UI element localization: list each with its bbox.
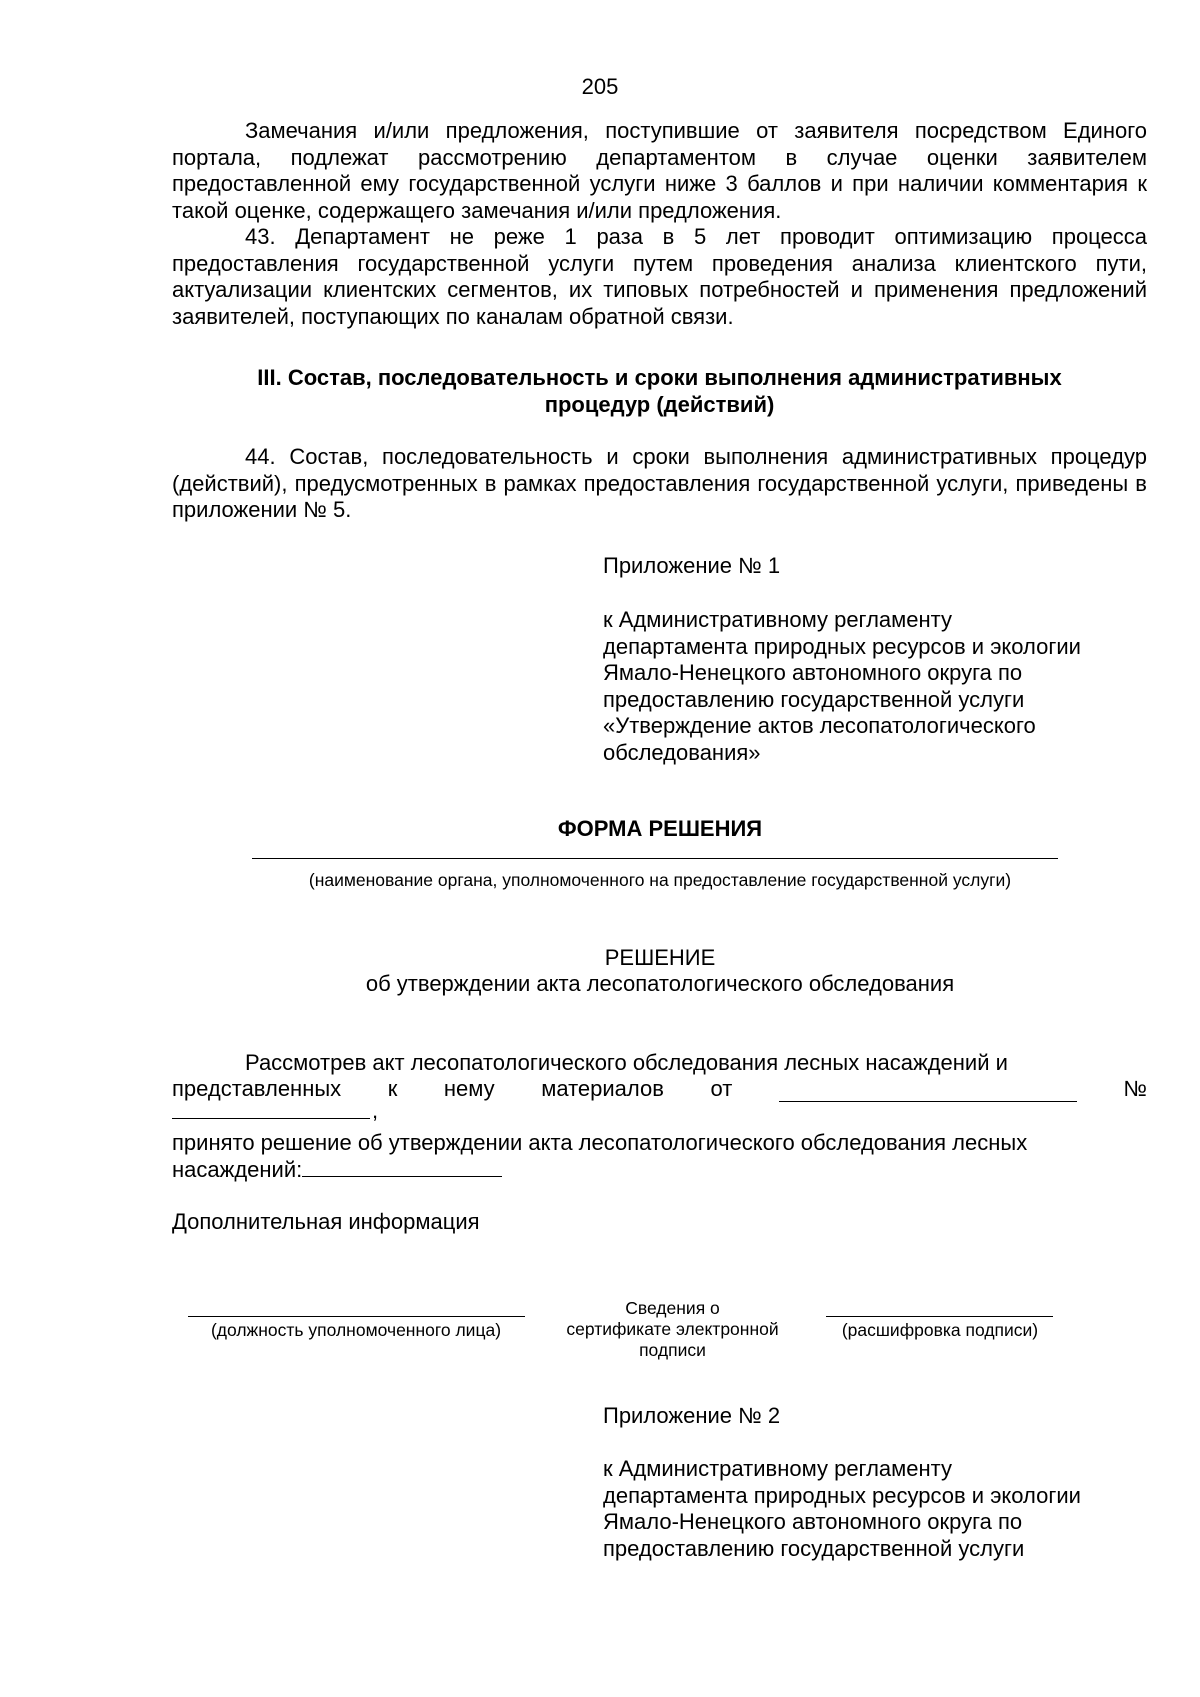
additional-info: Дополнительная информация — [172, 1209, 480, 1234]
body-word: материалов — [541, 1076, 664, 1101]
authority-name-line — [252, 848, 1058, 859]
certificate-line1: Сведения о — [625, 1298, 720, 1318]
appendix-1-line: «Утверждение актов лесопатологического — [603, 713, 1036, 738]
comma: , — [372, 1098, 379, 1123]
decision-title: РЕШЕНИЕ — [604, 945, 716, 970]
appendix-1-block — [603, 607, 1163, 766]
appendix-2-line: департамента природных ресурсов и экологии — [603, 1482, 1081, 1508]
number-sign: № — [1123, 1076, 1147, 1101]
appendix-2-line: предоставлению государственной услуги — [603, 1535, 1025, 1561]
certificate-line3: подписи — [639, 1340, 706, 1360]
body-word: нему — [443, 1076, 495, 1101]
body-word: от — [710, 1076, 733, 1101]
section-heading-line2: процедур (действий) — [544, 391, 775, 417]
body-word: представленных — [172, 1076, 342, 1101]
position-line — [188, 1306, 525, 1317]
paragraph-44: 44. Состав, последовательность и сроки выполнения административных процедур (действий), предусмотренных в рамках предоставления государственной услуги, приведены в приложении № 5. — [172, 444, 1147, 522]
appendix-1-line: департамента природных ресурсов и экологии — [603, 633, 1081, 659]
body-line5-text: насаждений: — [172, 1157, 303, 1182]
position-caption: (должность уполномоченного лица) — [210, 1320, 502, 1340]
appendix-1-line: предоставлению государственной услуги — [603, 686, 1025, 712]
body-line5 — [172, 1156, 502, 1184]
date-blank-line — [779, 1079, 1077, 1102]
decoding-caption: (расшифровка подписи) — [841, 1320, 1039, 1340]
body-line4: принято решение об утверждении акта лесопатологического обследования лесных — [172, 1130, 1028, 1155]
appendix-1-line: к Административному регламенту — [603, 607, 953, 632]
section-heading — [172, 365, 1147, 418]
page-number: 205 — [581, 74, 619, 99]
intro-paragraph: Замечания и/или предложения, поступившие от заявителя посредством Единого портала, подлежат рассмотрению департаментом в случае оценки заявителем предоставленной ему государственной услуги ниже 3 баллов и при наличии комментария к такой оценке, содержащего замечания и/или предложения. — [172, 118, 1147, 223]
decision-subtitle: об утверждении акта лесопатологического обследования — [365, 971, 955, 996]
body-line1: Рассмотрев акт лесопатологического обследования лесных насаждений и — [245, 1050, 1008, 1075]
appendix-1-line: обследования» — [603, 739, 761, 765]
authority-caption: (наименование органа, уполномоченного на предоставление государственной услуги) — [308, 870, 1012, 890]
paragraph-43: 43. Департамент не реже 1 раза в 5 лет проводит оптимизацию процесса предоставления государственной услуги путем проведения анализа клиентского пути, актуализации клиентских сегментов, их типовых потребностей и применения предложений заявителей, поступающих по каналам обратной связи. — [172, 224, 1147, 329]
appendix-2-title: Приложение № 2 — [603, 1403, 781, 1428]
appendix-2-line: к Административному регламенту — [603, 1456, 953, 1481]
appendix-1-title: Приложение № 1 — [603, 553, 781, 578]
certificate-info — [545, 1298, 800, 1361]
form-title: ФОРМА РЕШЕНИЯ — [557, 816, 763, 841]
certificate-line2: сертификате электронной — [566, 1319, 779, 1339]
body-word: к — [387, 1076, 398, 1101]
section-heading-line1: III. Состав, последовательность и сроки выполнения административных — [257, 365, 1062, 390]
decoding-line — [826, 1306, 1053, 1317]
appendix-2-block — [603, 1456, 1163, 1562]
number-blank-line — [172, 1098, 370, 1119]
appendix-2-line: Ямало-Ненецкого автономного округа по — [603, 1509, 1023, 1534]
decision-blank-line — [302, 1156, 502, 1177]
appendix-1-line: Ямало-Ненецкого автономного округа по — [603, 660, 1023, 685]
